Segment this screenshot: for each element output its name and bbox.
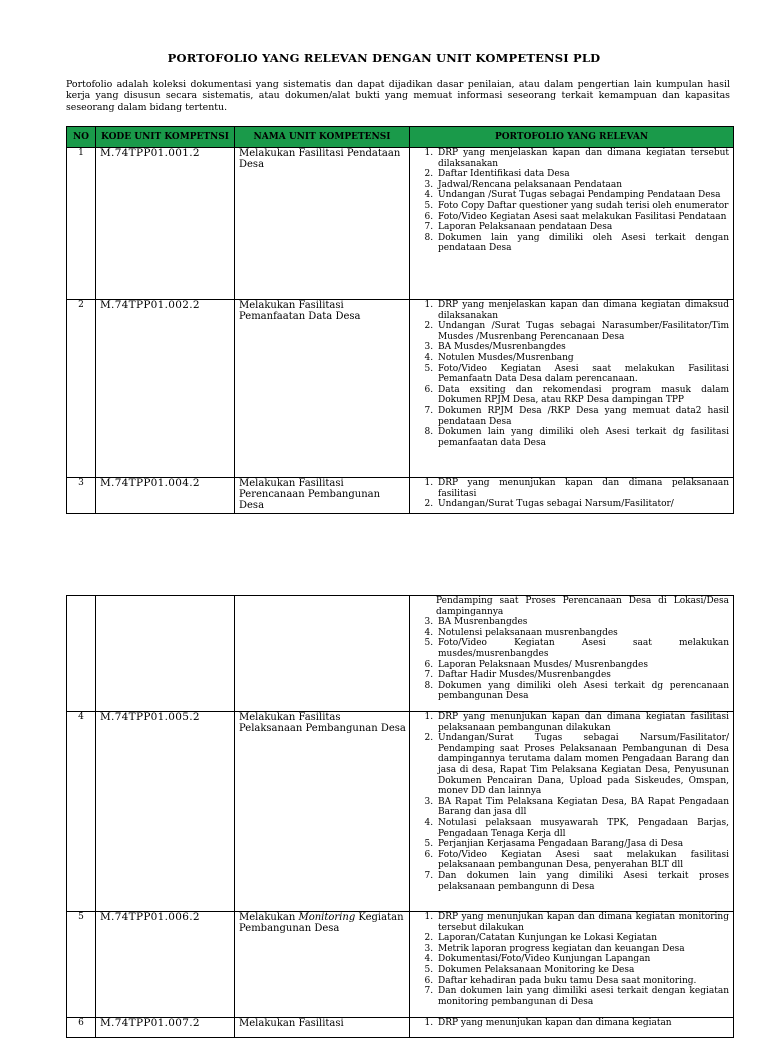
header-code: KODE UNIT KOMPETNSI xyxy=(96,127,235,148)
list-item: 2. Undangan/Surat Tugas sebagai Narsum/Fasilitator/ Pendamping saat Proses Pelaksanaan Pembangunan di Desa dampingannya terutama dalam momen Pengadaan Barang dan jasa di desa, Rapat Tim Pelaksana Kegiatan Desa, Penyusunan Dokumen Pencairan Dana, Upload pada Siskeudes, Omspan, monev DD dan lainnya xyxy=(436,733,729,797)
list-item: 4. Dokumentasi/Foto/Video Kunjungan Lapangan xyxy=(436,954,729,965)
unit-code: M.74TPP01.001.2 xyxy=(96,148,235,300)
table-row xyxy=(67,912,734,1018)
unit-name-emphasis: Monitoring xyxy=(298,912,356,923)
table-row xyxy=(67,596,734,712)
unit-code: M.74TPP01.007.2 xyxy=(96,1018,235,1038)
unit-code: M.74TPP01.006.2 xyxy=(96,912,235,1018)
portfolio-cell xyxy=(410,596,734,712)
portfolio-list xyxy=(412,1018,729,1029)
list-item: 2. Undangan /Surat Tugas sebagai Narasumber/Fasilitator/Tim Musdes /Musrenbang Perencanaan Desa xyxy=(436,321,729,342)
list-item: 8. Dokumen yang dimiliki oleh Asesi terkait dg perencanaan pembangunan Desa xyxy=(436,681,729,702)
list-item: 4. Undangan /Surat Tugas sebagai Pendamping Pendataan Desa xyxy=(436,190,729,201)
list-item: 2. Laporan/Catatan Kunjungan ke Lokasi Kegiatan xyxy=(436,933,729,944)
table-row xyxy=(67,478,734,514)
unit-name: Melakukan Fasilitasi Perencanaan Pembangunan Desa xyxy=(235,478,410,514)
portfolio-cell xyxy=(410,1018,734,1038)
list-item: 1. DRP yang menunjukan kapan dan dimana pelaksanaan fasilitasi xyxy=(436,478,729,499)
list-item: 5. Foto/Video Kegiatan Asesi saat melakukan musdes/musrenbangdes xyxy=(436,638,729,659)
unit-name: Melakukan Fasilitas Pelaksanaan Pembangunan Desa xyxy=(235,712,410,912)
unit-name-part: Melakukan xyxy=(239,912,299,923)
list-item: 4. Notulen Musdes/Musrenbang xyxy=(436,353,729,364)
list-item: 3. Jadwal/Rencana pelaksanaan Pendataan xyxy=(436,180,729,191)
list-item: 6. Foto/Video Kegiatan Asesi saat melakukan fasilitasi pelaksanaan pembangunan Desa, penyerahan BLT dll xyxy=(436,850,729,871)
continued-item-text: Pendamping saat Proses Perencanaan Desa di Lokasi/Desa dampingannya xyxy=(436,596,729,617)
portfolio-table-part-1 xyxy=(66,126,734,514)
list-item: 3. BA Musrenbangdes xyxy=(436,617,729,628)
portfolio-cell xyxy=(410,912,734,1018)
portfolio-list xyxy=(412,617,729,702)
row-number: 4 xyxy=(67,712,96,912)
portfolio-cell xyxy=(410,478,734,514)
header-name: NAMA UNIT KOMPETENSI xyxy=(235,127,410,148)
list-item: 7. Dan dokumen lain yang dimiliki asesi terkait dengan kegiatan monitoring pembangunan di Desa xyxy=(436,986,729,1007)
row-number: 5 xyxy=(67,912,96,1018)
list-item: 7. Dan dokumen lain yang dimiliki Asesi terkait proses pelaksanaan pembangunn di Desa xyxy=(436,871,729,892)
portfolio-cell xyxy=(410,712,734,912)
unit-code: M.74TPP01.002.2 xyxy=(96,300,235,478)
unit-code xyxy=(96,596,235,712)
header-no: NO xyxy=(67,127,96,148)
row-number: 2 xyxy=(67,300,96,478)
header-portfolio: PORTOFOLIO YANG RELEVAN xyxy=(410,127,734,148)
list-item: 8. Dokumen lain yang dimiliki oleh Asesi terkait dengan pendataan Desa xyxy=(436,233,729,254)
list-item: 3. BA Musdes/Musrenbangdes xyxy=(436,342,729,353)
list-item: 3. BA Rapat Tim Pelaksana Kegiatan Desa, BA Rapat Pengadaan Barang dan jasa dll xyxy=(436,797,729,818)
portfolio-list xyxy=(412,300,729,448)
portfolio-list xyxy=(412,712,729,892)
list-item: 4. Notulasi pelaksaan musyawarah TPK, Pengadaan Barjas, Pengadaan Tenaga Kerja dll xyxy=(436,818,729,839)
list-item: 7. Laporan Pelaksanaan pendataan Desa xyxy=(436,222,729,233)
portfolio-table-part-2 xyxy=(66,595,734,1038)
row-number: 1 xyxy=(67,148,96,300)
list-item: 1. DRP yang menjelaskan kapan dan dimana kegiatan dimaksud dilaksanakan xyxy=(436,300,729,321)
row-number: 6 xyxy=(67,1018,96,1038)
list-item: 7. Dokumen RPJM Desa /RKP Desa yang memuat data2 hasil pendataan Desa xyxy=(436,406,729,427)
list-item: 6. Data exsiting dan rekomendasi program masuk dalam Dokumen RPJM Desa, atau RKP Desa dampingan TPP xyxy=(436,385,729,406)
unit-name xyxy=(235,912,410,1018)
portfolio-list xyxy=(412,912,729,1007)
table-row xyxy=(67,1018,734,1038)
unit-name: Melakukan Fasilitasi Pendataan Desa xyxy=(235,148,410,300)
unit-code: M.74TPP01.004.2 xyxy=(96,478,235,514)
unit-name: Melakukan Fasilitasi xyxy=(235,1018,410,1038)
list-item: 6. Laporan Pelaksnaan Musdes/ Musrenbangdes xyxy=(436,660,729,671)
list-item: 8. Dokumen lain yang dimiliki oleh Asesi terkait dg fasilitasi pemanfaatan data Desa xyxy=(436,427,729,448)
list-item: 5. Foto/Video Kegiatan Asesi saat melakukan Fasilitasi Pemanfaatn Data Desa dalam perencanaan. xyxy=(436,364,729,385)
list-item: 4. Notulensi pelaksanaan musrenbangdes xyxy=(436,628,729,639)
portfolio-cell xyxy=(410,148,734,300)
list-item: 2. Undangan/Surat Tugas sebagai Narsum/Fasilitator/ xyxy=(436,499,729,510)
list-item: 2. Daftar Identifikasi data Desa xyxy=(436,169,729,180)
intro-paragraph: Portofolio adalah koleksi dokumentasi yang sistematis dan dapat dijadikan dasar penilaian, atau dalam pengertian lain kumpulan hasil kerja yang disusun secara sistematis, atau dokumen/alat bukti yang memuat informasi seseorang terkait kemampuan dan kapasitas seseorang dalam bidang tertentu. xyxy=(66,79,730,113)
list-item: 6. Foto/Video Kegiatan Asesi saat melakukan Fasilitasi Pendataan xyxy=(436,212,729,223)
table-row xyxy=(67,300,734,478)
list-item: 1. DRP yang menunjukan kapan dan dimana kegiatan fasilitasi pelaksanaan pembangunan dilakukan xyxy=(436,712,729,733)
list-item: 1. DRP yang menunjukan kapan dan dimana kegiatan xyxy=(436,1018,729,1029)
table-row xyxy=(67,712,734,912)
unit-name: Melakukan Fasilitasi Pemanfaatan Data Desa xyxy=(235,300,410,478)
portfolio-list xyxy=(412,478,729,510)
list-item: 1. DRP yang menjelaskan kapan dan dimana kegiatan tersebut dilaksanakan xyxy=(436,148,729,169)
row-number xyxy=(67,596,96,712)
list-item: 3. Metrik laporan progress kegiatan dan keuangan Desa xyxy=(436,944,729,955)
unit-code: M.74TPP01.005.2 xyxy=(96,712,235,912)
portfolio-cell xyxy=(410,300,734,478)
page-title: PORTOFOLIO YANG RELEVAN DENGAN UNIT KOMPETENSI PLD xyxy=(167,51,601,65)
list-item: 5. Dokumen Pelaksanaan Monitoring ke Desa xyxy=(436,965,729,976)
table-header-row xyxy=(67,127,734,148)
unit-name xyxy=(235,596,410,712)
unit-name-part: Kegiatan Pembangunan Desa xyxy=(239,912,404,934)
list-item: 6. Daftar kehadiran pada buku tamu Desa saat monitoring. xyxy=(436,976,729,987)
row-number: 3 xyxy=(67,478,96,514)
list-item: 5. Perjanjian Kerjasama Pengadaan Barang/Jasa di Desa xyxy=(436,839,729,850)
table-row xyxy=(67,148,734,300)
list-item: 7. Daftar Hadir Musdes/Musrenbangdes xyxy=(436,670,729,681)
portfolio-list xyxy=(412,148,729,254)
list-item: 1. DRP yang menunjukan kapan dan dimana kegiatan monitoring tersebut dilakukan xyxy=(436,912,729,933)
list-item: 5. Foto Copy Daftar questioner yang sudah terisi oleh enumerator xyxy=(436,201,729,212)
